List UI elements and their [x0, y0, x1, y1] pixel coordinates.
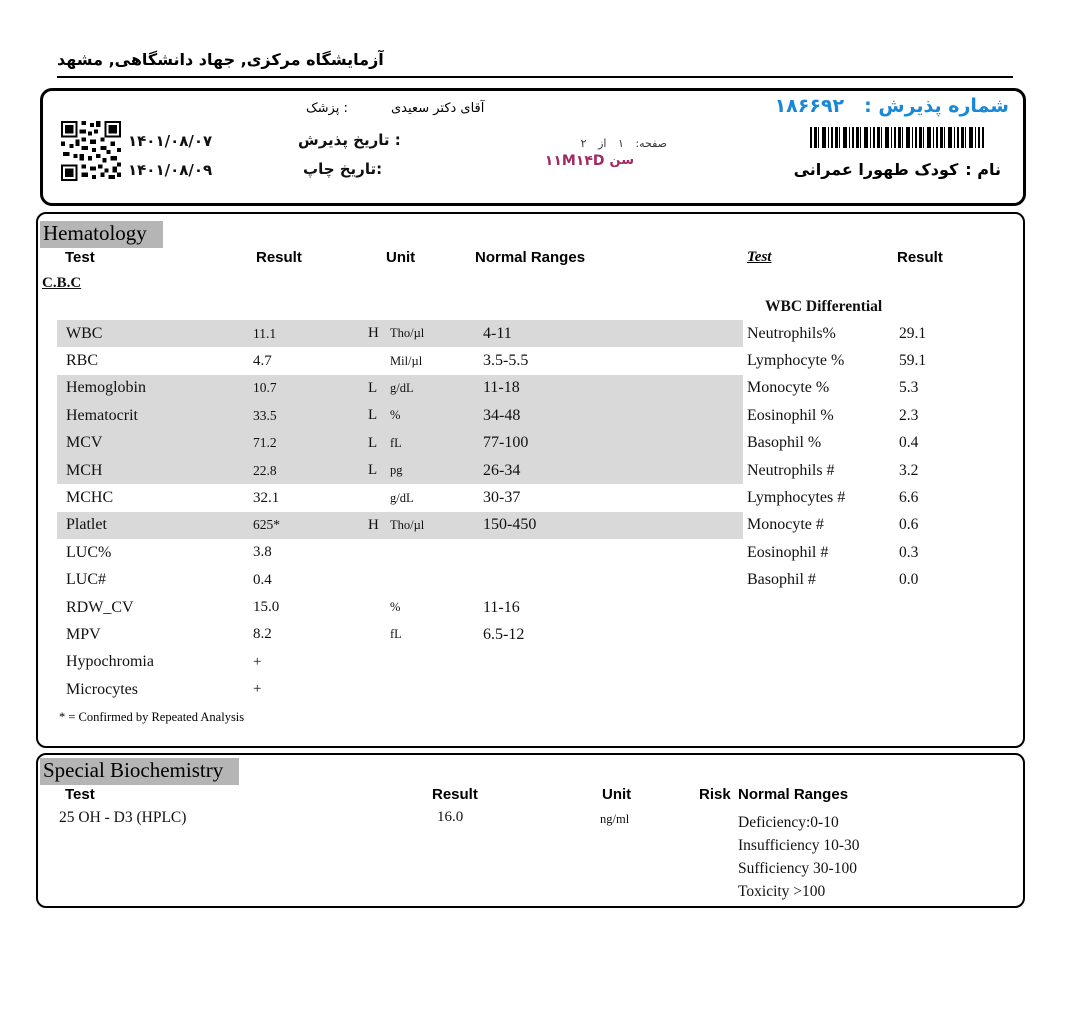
result-value: 3.2 [899, 461, 919, 479]
admission-date-label: تاریخ پذیرش : [298, 131, 401, 149]
test-name: MCV [66, 434, 103, 452]
age-label: سن [609, 153, 634, 168]
test-name: Monocyte # [747, 516, 824, 534]
hematology-title: Hematology [40, 221, 163, 248]
normal-range: 26-34 [483, 461, 521, 479]
physician-label: پزشک : [306, 101, 348, 116]
patient-name-value: کودک طهورا عمرانی [793, 160, 959, 179]
wbc-differential-table [747, 320, 1007, 594]
patient-header-box [40, 88, 1026, 206]
table-row [57, 676, 743, 703]
normal-range: 3.5-5.5 [483, 352, 529, 370]
normal-range: 4-11 [483, 324, 512, 342]
admission-number-line [775, 95, 1009, 117]
unit-value: Tho/µl [390, 326, 425, 341]
bio-col-test: Test [65, 786, 95, 803]
wbc-differential-title: WBC Differential [765, 298, 883, 315]
unit-value: fL [390, 627, 402, 642]
table-row [747, 457, 1007, 484]
bio-col-result: Result [432, 786, 478, 803]
test-name: Hemoglobin [66, 379, 146, 397]
unit-value: Mil/µl [390, 353, 423, 368]
test-name: Lymphocytes # [747, 489, 846, 507]
result-value: 5.3 [899, 379, 919, 397]
result-value: 0.4 [899, 434, 919, 452]
test-name: Basophil # [747, 571, 816, 589]
table-row [747, 375, 1007, 402]
unit-value: Tho/µl [390, 517, 425, 532]
table-row [57, 649, 743, 676]
patient-name-line [794, 160, 1001, 179]
col-normal-ranges: Normal Ranges [475, 249, 586, 266]
normal-range: 34-48 [483, 406, 521, 424]
col-diff-result: Result [897, 249, 943, 266]
result-value: 71.2 [253, 435, 277, 451]
unit-value: g/dL [390, 490, 414, 505]
unit-value: % [390, 408, 401, 423]
range-line: Deficiency:0-10 [738, 814, 839, 831]
col-test: Test [65, 249, 95, 266]
result-value: 625* [253, 517, 280, 533]
table-row [57, 512, 743, 539]
print-date-label: تاریخ چاپ: [303, 160, 383, 178]
col-result: Result [256, 249, 302, 266]
lab-name: آزمایشگاه مرکزی, جهاد دانشگاهی, مشهد [57, 50, 384, 69]
unit-value: fL [390, 435, 402, 450]
result-value: 22.8 [253, 462, 277, 478]
result-value: 6.6 [899, 489, 919, 507]
table-row [747, 539, 1007, 566]
risk-normal-ranges [738, 811, 860, 903]
table-row [747, 430, 1007, 457]
test-name: WBC [66, 324, 103, 342]
test-name: MPV [66, 625, 101, 643]
unit-value: pg [390, 463, 403, 478]
table-row [747, 402, 1007, 429]
normal-range: 77-100 [483, 434, 529, 452]
physician-value: آقای دکتر سعیدی [391, 101, 485, 116]
table-row [57, 594, 743, 621]
result-value: 59.1 [899, 352, 927, 370]
qr-code [61, 121, 121, 181]
result-value: 4.7 [253, 352, 272, 369]
result-value: 2.3 [899, 406, 919, 424]
test-name: RDW_CV [66, 598, 134, 616]
abnormal-flag: H [368, 325, 379, 342]
admission-date-value: ۱۴۰۱/۰۸/۰۷ [128, 132, 213, 150]
bio-test-name: 25 OH - D3 (HPLC) [59, 809, 187, 826]
abnormal-flag: L [368, 462, 378, 479]
patient-name-label: نام : [965, 160, 1001, 179]
test-name: Lymphocyte % [747, 352, 845, 370]
result-value: + [253, 653, 262, 670]
hematology-section [36, 212, 1025, 748]
normal-range: 6.5-12 [483, 625, 525, 643]
result-value: 3.8 [253, 544, 272, 561]
table-row [57, 567, 743, 594]
range-line: Insufficiency 10-30 [738, 837, 860, 854]
admission-label: شماره پذیرش : [864, 95, 1009, 117]
result-value: + [253, 681, 262, 698]
table-row [747, 347, 1007, 374]
result-value: 10.7 [253, 380, 277, 396]
unit-value: % [390, 600, 401, 615]
result-value: 15.0 [253, 599, 280, 616]
result-value: 0.0 [899, 571, 919, 589]
test-name: MCH [66, 461, 103, 479]
title-underline [57, 76, 1013, 78]
test-name: LUC# [66, 571, 106, 589]
test-name: Monocyte % [747, 379, 830, 397]
abnormal-flag: L [368, 379, 378, 396]
col-unit: Unit [386, 249, 416, 266]
bio-result-value: 16.0 [437, 809, 464, 825]
result-value: 33.5 [253, 407, 277, 423]
test-name: Neutrophils # [747, 461, 835, 479]
test-name: Eosinophil # [747, 543, 829, 561]
test-name: LUC% [66, 543, 112, 561]
biochemistry-title: Special Biochemistry [40, 758, 239, 785]
abnormal-flag: L [368, 407, 378, 424]
test-name: Microcytes [66, 680, 138, 698]
table-row [57, 320, 743, 347]
range-line: Sufficiency 30-100 [738, 860, 857, 877]
test-name: Hypochromia [66, 653, 154, 671]
table-row [57, 347, 743, 374]
test-name: Eosinophil % [747, 406, 834, 424]
footnote: * = Confirmed by Repeated Analysis [59, 710, 245, 724]
table-row [747, 484, 1007, 511]
test-name: RBC [66, 352, 99, 370]
barcode [810, 127, 984, 148]
age-value: ۱۱M۱۴D [544, 153, 605, 169]
result-value: 29.1 [899, 324, 927, 342]
bio-col-unit: Unit [602, 786, 632, 803]
col-diff-test: Test [747, 249, 772, 265]
result-value: 0.3 [899, 543, 919, 561]
table-row [57, 375, 743, 402]
bio-col-risk: Risk [699, 786, 731, 803]
table-row [57, 402, 743, 429]
result-value: 0.6 [899, 516, 919, 534]
test-name: MCHC [66, 489, 114, 507]
normal-range: 150-450 [483, 516, 537, 534]
abnormal-flag: H [368, 516, 379, 533]
test-name: Basophil % [747, 434, 822, 452]
test-name: Neutrophils% [747, 324, 836, 342]
table-row [747, 320, 1007, 347]
table-row [57, 539, 743, 566]
table-row [57, 621, 743, 648]
bio-unit-value: ng/ml [600, 812, 630, 826]
cbc-table [57, 320, 743, 703]
test-name: Platlet [66, 516, 107, 534]
admission-number: ۱۸۶۶۹۲ [774, 95, 845, 117]
normal-range: 11-18 [483, 379, 520, 397]
result-value: 8.2 [253, 626, 272, 643]
normal-range: 30-37 [483, 489, 521, 507]
print-date-value: ۱۴۰۱/۰۸/۰۹ [128, 161, 213, 179]
table-row [57, 430, 743, 457]
result-value: 11.1 [253, 325, 277, 341]
abnormal-flag: L [368, 434, 378, 451]
table-row [747, 567, 1007, 594]
normal-range: 11-16 [483, 598, 520, 616]
result-value: 0.4 [253, 571, 272, 588]
table-row [57, 484, 743, 511]
table-row [57, 457, 743, 484]
biochemistry-section [36, 753, 1025, 908]
patient-age [545, 153, 634, 169]
table-row [747, 512, 1007, 539]
bio-col-normal: Normal Ranges [738, 786, 849, 803]
page-info: صفحه: ۱ از ۲ [580, 137, 667, 150]
cbc-group-title: C.B.C [42, 275, 82, 291]
range-line: Toxicity >100 [738, 883, 826, 900]
test-name: Hematocrit [66, 406, 138, 424]
result-value: 32.1 [253, 489, 280, 506]
unit-value: g/dL [390, 380, 414, 395]
